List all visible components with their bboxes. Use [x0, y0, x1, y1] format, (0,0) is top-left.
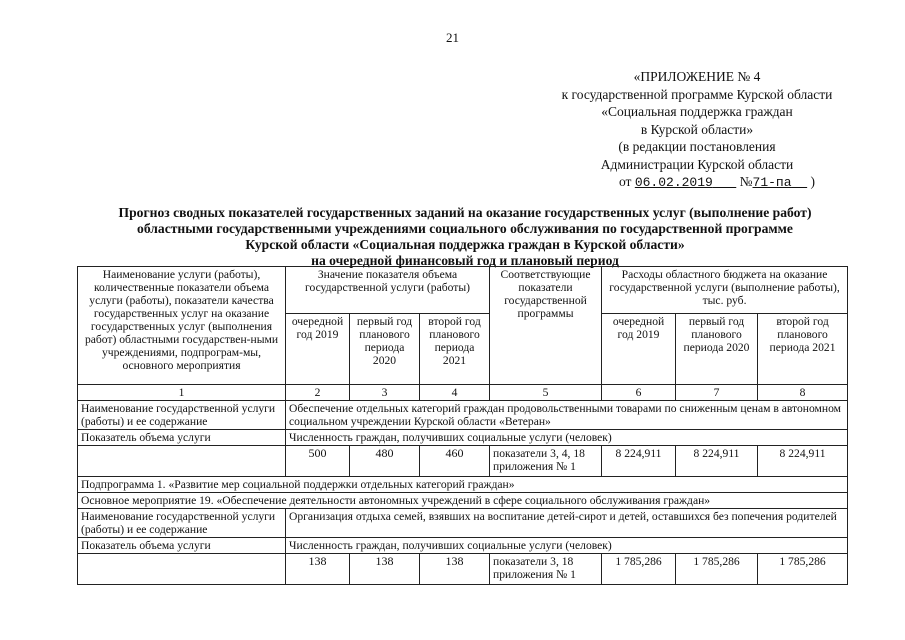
header-expenses-group: Расходы областного бюджета на оказание государственной услуги (выполнение работы), тыс. руб.: [602, 267, 848, 314]
number-prefix: №: [739, 174, 753, 189]
forecast-table: [77, 266, 848, 585]
service-2-value: Организация отдыха семей, взявших на воспитание детей-сирот и детей, оставшихся без попечения родителей: [286, 509, 848, 538]
col-number-1: 1: [78, 385, 286, 401]
header-volume-group: Значение показателя объема государственной услуги (работы): [286, 267, 490, 314]
header-name: Наименование услуги (работы), количественные показатели объема услуги (работы), показатели качества государственных услуг на оказание государственных услуг (выполнения работ) областными государствен-ными учреждениями, подпрограм-мы, основного мероприятия: [78, 267, 286, 385]
date-prefix: от: [618, 174, 632, 189]
data-2-expenses-2021: 1 785,286: [758, 554, 848, 585]
service-2-label: Наименование государственной услуги (работы) и ее содержание: [78, 509, 286, 538]
service-1-row: [78, 401, 848, 430]
appendix-line-5: (в редакции постановления: [618, 139, 776, 154]
col-number-2: 2: [286, 385, 350, 401]
appendix-line-3: «Социальная поддержка граждан: [601, 104, 793, 119]
data-2-volume-2020: 138: [350, 554, 420, 585]
column-numbers-row: [78, 385, 848, 401]
data-2-reference: показатели 3, 18 приложения № 1: [490, 554, 602, 585]
data-1-expenses-2019: 8 224,911: [602, 446, 676, 477]
data-2-expenses-2019: 1 785,286: [602, 554, 676, 585]
indicator-2-label: Показатель объема услуги: [78, 538, 286, 554]
header-volume-2019: очередной год 2019: [286, 314, 350, 385]
indicator-1-label: Показатель объема услуги: [78, 430, 286, 446]
data-1-row: [78, 446, 848, 477]
indicator-1-row: [78, 430, 848, 446]
service-2-row: [78, 509, 848, 538]
title-line-3: Курской области «Социальная поддержка граждан в Курской области»: [245, 237, 685, 252]
col-number-6: 6: [602, 385, 676, 401]
data-1-volume-2019: 500: [286, 446, 350, 477]
decree-number: 71-па: [752, 175, 792, 190]
service-1-value: Обеспечение отдельных категорий граждан продовольственными товарами по сниженным ценам в автономном социальном учреждении Курской области «Ветеран»: [286, 401, 848, 430]
subprogram-row: [78, 477, 848, 493]
data-1-volume-2021: 460: [420, 446, 490, 477]
header-expenses-2019: очередной год 2019: [602, 314, 676, 385]
data-2-expenses-2020: 1 785,286: [676, 554, 758, 585]
data-1-reference: показатели 3, 4, 18 приложения № 1: [490, 446, 602, 477]
header-row-1: [78, 267, 848, 314]
appendix-line-6: Администрации Курской области: [600, 156, 794, 172]
header-expenses-2021: второй год планового периода 2021: [758, 314, 848, 385]
decree-date: 06.02.2019: [634, 175, 713, 190]
indicator-2-value: Численность граждан, получивших социальные услуги (человек): [286, 538, 848, 554]
data-1-volume-2020: 480: [350, 446, 420, 477]
title-line-2: областными государственными учреждениями социального обслуживания по государственной программе: [137, 221, 793, 236]
data-2-row: [78, 554, 848, 585]
data-2-empty: [78, 554, 286, 585]
subprogram: Подпрограмма 1. «Развитие мер социальной поддержки отдельных категорий граждан»: [78, 477, 848, 493]
col-number-5: 5: [490, 385, 602, 401]
header-expenses-2020: первый год планового периода 2020: [676, 314, 758, 385]
appendix-header: [537, 68, 857, 192]
col-number-7: 7: [676, 385, 758, 401]
closing-paren: ): [810, 174, 816, 189]
header-volume-2020: первый год планового периода 2020: [350, 314, 420, 385]
title-line-4: на очередной финансовый год и плановый период: [311, 253, 619, 268]
page-number: 21: [446, 30, 459, 45]
indicator-2-row: [78, 538, 848, 554]
main-activity-row: [78, 493, 848, 509]
document-title: [70, 205, 860, 269]
service-1-label: Наименование государственной услуги (работы) и ее содержание: [78, 401, 286, 430]
col-number-3: 3: [350, 385, 420, 401]
title-line-1: Прогноз сводных показателей государственных заданий на оказание государственных услуг (выполнение работ): [118, 205, 812, 220]
data-1-expenses-2020: 8 224,911: [676, 446, 758, 477]
appendix-line-4: в Курской области»: [640, 121, 754, 137]
indicator-1-value: Численность граждан, получивших социальные услуги (человек): [286, 430, 848, 446]
appendix-date-line: [537, 173, 857, 192]
header-corresponding: Соответствующие показатели государственной программы: [490, 267, 602, 385]
col-number-4: 4: [420, 385, 490, 401]
col-number-8: 8: [758, 385, 848, 401]
appendix-line-2: к государственной программе Курской области: [561, 86, 833, 102]
appendix-line-1: «ПРИЛОЖЕНИЕ № 4: [633, 69, 761, 84]
data-1-expenses-2021: 8 224,911: [758, 446, 848, 477]
data-1-empty: [78, 446, 286, 477]
header-volume-2021: второй год планового периода 2021: [420, 314, 490, 385]
data-2-volume-2019: 138: [286, 554, 350, 585]
data-2-volume-2021: 138: [420, 554, 490, 585]
main-activity: Основное мероприятие 19. «Обеспечение деятельности автономных учреждений в сфере социального обслуживания граждан»: [78, 493, 848, 509]
